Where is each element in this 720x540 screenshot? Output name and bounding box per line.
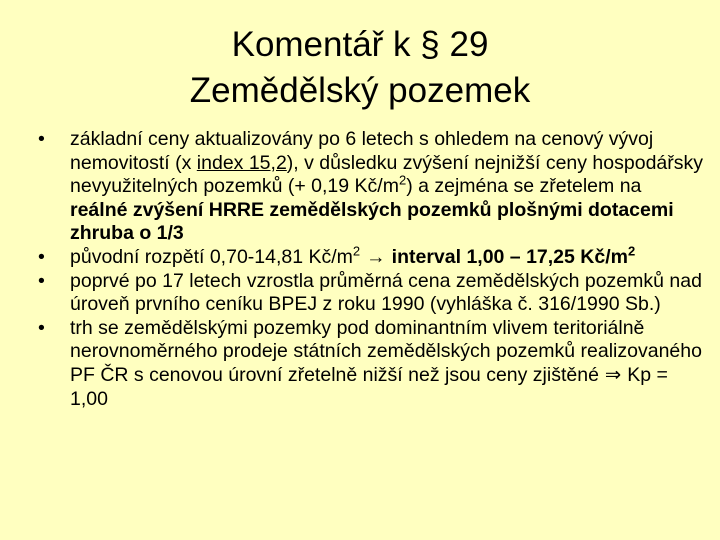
bullet-1-text-3: ) a zejména se zřetelem na [406,175,642,198]
arrow-right-icon: → [366,245,386,268]
slide-title-line-2: Zemědělský pozemek [189,71,531,110]
bullet-dot-icon: • [38,128,45,150]
bullet-1-text: základní ceny aktualizovány po 6 letech s ohledem na cenový vývoj nemovitostí (x [70,128,654,174]
bullet-item-4 [38,317,703,411]
slide-title [0,22,720,114]
bullet-list [38,128,703,411]
index-link[interactable]: index 15,2 [196,151,287,174]
bullet-dot-icon: • [38,245,45,268]
bullet-3-text: poprvé po 17 letech vzrostla průměrná cena zemědělských pozemků nad úroveň prvního ceníku BPEJ z roku 1990 (vyhláška č. 316/1990 Sb.) [70,269,702,316]
slide-title-line-1: Komentář k § 29 [231,25,489,64]
bullet-dot-icon: • [38,316,45,339]
bullet-dot-icon: • [38,269,45,292]
bullet-4-text: trh se zemědělskými pozemky pod dominantním vlivem teritoriálně nerovnoměrného prodeje státních zemědělských pozemků realizovaného PF ČR s cenovou úrovní zřetelně nižší než jsou ceny zjištěné [70,316,702,386]
bullet-1-text-2: ), v důsledku zvýšení nejnižší ceny hospodářsky nevyužitelných pozemků (+ 0,19 Kč/m [70,151,703,198]
superscript: 2 [352,243,361,259]
superscript: 2 [398,172,407,188]
bullet-2-text: původní rozpětí 0,70-14,81 Kč/m [70,245,353,268]
superscript: 2 [627,243,636,259]
bullet-item-2 [38,243,703,270]
implies-arrow-icon: ⇒ [604,363,622,386]
bullet-1-bold-text: reálné zvýšení HRRE zemědělských pozemků plošnými dotacemi zhruba o 1/3 [70,198,674,245]
bullet-2-bold-text: interval 1,00 – 17,25 Kč/m [391,245,628,268]
bullet-4-text-2: Kp = 1,00 [70,363,668,410]
bullet-item-3 [38,270,703,317]
bullet-item-1 [38,128,703,246]
